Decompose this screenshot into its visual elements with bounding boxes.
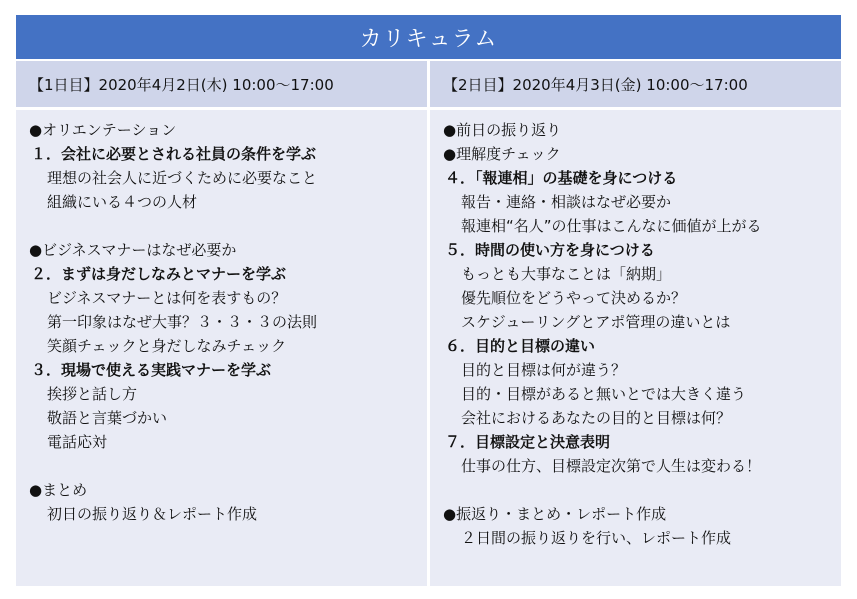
section-bullet: ●理解度チェック	[443, 145, 561, 163]
topic-item: ビジネスマナーとは何を表すもの？	[47, 289, 287, 307]
topic-item: ２日間の振り返りを行い、レポート作成	[461, 529, 732, 547]
spacer	[443, 478, 841, 502]
topic-item: 敬語と言葉づかい	[47, 409, 168, 427]
topic-heading: ４．「報連相」の基礎を身につける	[445, 169, 678, 187]
topic-item: 理想の社会人に近づくために必要なこと	[47, 169, 318, 187]
topic-heading: ３．現場で使える実践マナーを学ぶ	[31, 361, 272, 379]
topic-item: もっとも大事なことは「納期」	[461, 265, 672, 283]
topic-item: 電話応対	[47, 433, 108, 451]
topic-heading: ２．まずは身だしなみとマナーを学ぶ	[31, 265, 287, 283]
topic-item: 第一印象はなぜ大事？３・３・３の法則	[47, 313, 318, 331]
topic-heading: １．会社に必要とされる社員の条件を学ぶ	[31, 145, 317, 163]
section-bullet: ●振返り・まとめ・レポート作成	[443, 505, 667, 523]
topic-item: 報告・連絡・相談はなぜ必要か	[461, 193, 672, 211]
topic-heading: ７．目標設定と決意表明	[445, 433, 611, 451]
day-2-column	[430, 61, 841, 586]
section-bullet: ●ビジネスマナーはなぜ必要か	[29, 241, 237, 259]
section-bullet: ●前日の振り返り	[443, 121, 562, 139]
spacer	[29, 454, 427, 478]
day-1-header: 【1日目】2020年4月2日(木) 10:00〜17:00	[16, 61, 427, 107]
topic-item: 挨拶と話し方	[47, 385, 138, 403]
topic-heading: ５．時間の使い方を身につける	[445, 241, 655, 259]
day-2-header: 【2日目】2020年4月3日(金) 10:00〜17:00	[430, 61, 841, 107]
section-bullet: ●まとめ	[29, 481, 88, 499]
day-1-body	[16, 110, 427, 586]
curriculum-title: カリキュラム	[16, 15, 841, 59]
spacer	[29, 214, 427, 238]
topic-item: 会社におけるあなたの目的と目標は何？	[461, 409, 732, 427]
topic-item: 組織にいる４つの人材	[47, 193, 198, 211]
topic-item: 報連相“名人”の仕事はこんなに価値が上がる	[461, 217, 762, 235]
section-bullet: ●オリエンテーション	[29, 121, 177, 139]
topic-item: 目的・目標があると無いとでは大きく違う	[461, 385, 747, 403]
topic-item: 笑顔チェックと身だしなみチェック	[47, 337, 287, 355]
topic-item: 目的と目標は何が違う？	[461, 361, 627, 379]
topic-item: 優先順位をどうやって決めるか？	[461, 289, 687, 307]
topic-item: 仕事の仕方、目標設定次第で人生は変わる！	[461, 457, 762, 475]
topic-item: スケジューリングとアポ管理の違いとは	[461, 313, 731, 331]
day-2-body	[430, 110, 841, 586]
topic-item: 初日の振り返り＆レポート作成	[47, 505, 258, 523]
curriculum-table	[16, 61, 841, 586]
topic-heading: ６．目的と目標の違い	[445, 337, 596, 355]
day-1-column	[16, 61, 427, 586]
